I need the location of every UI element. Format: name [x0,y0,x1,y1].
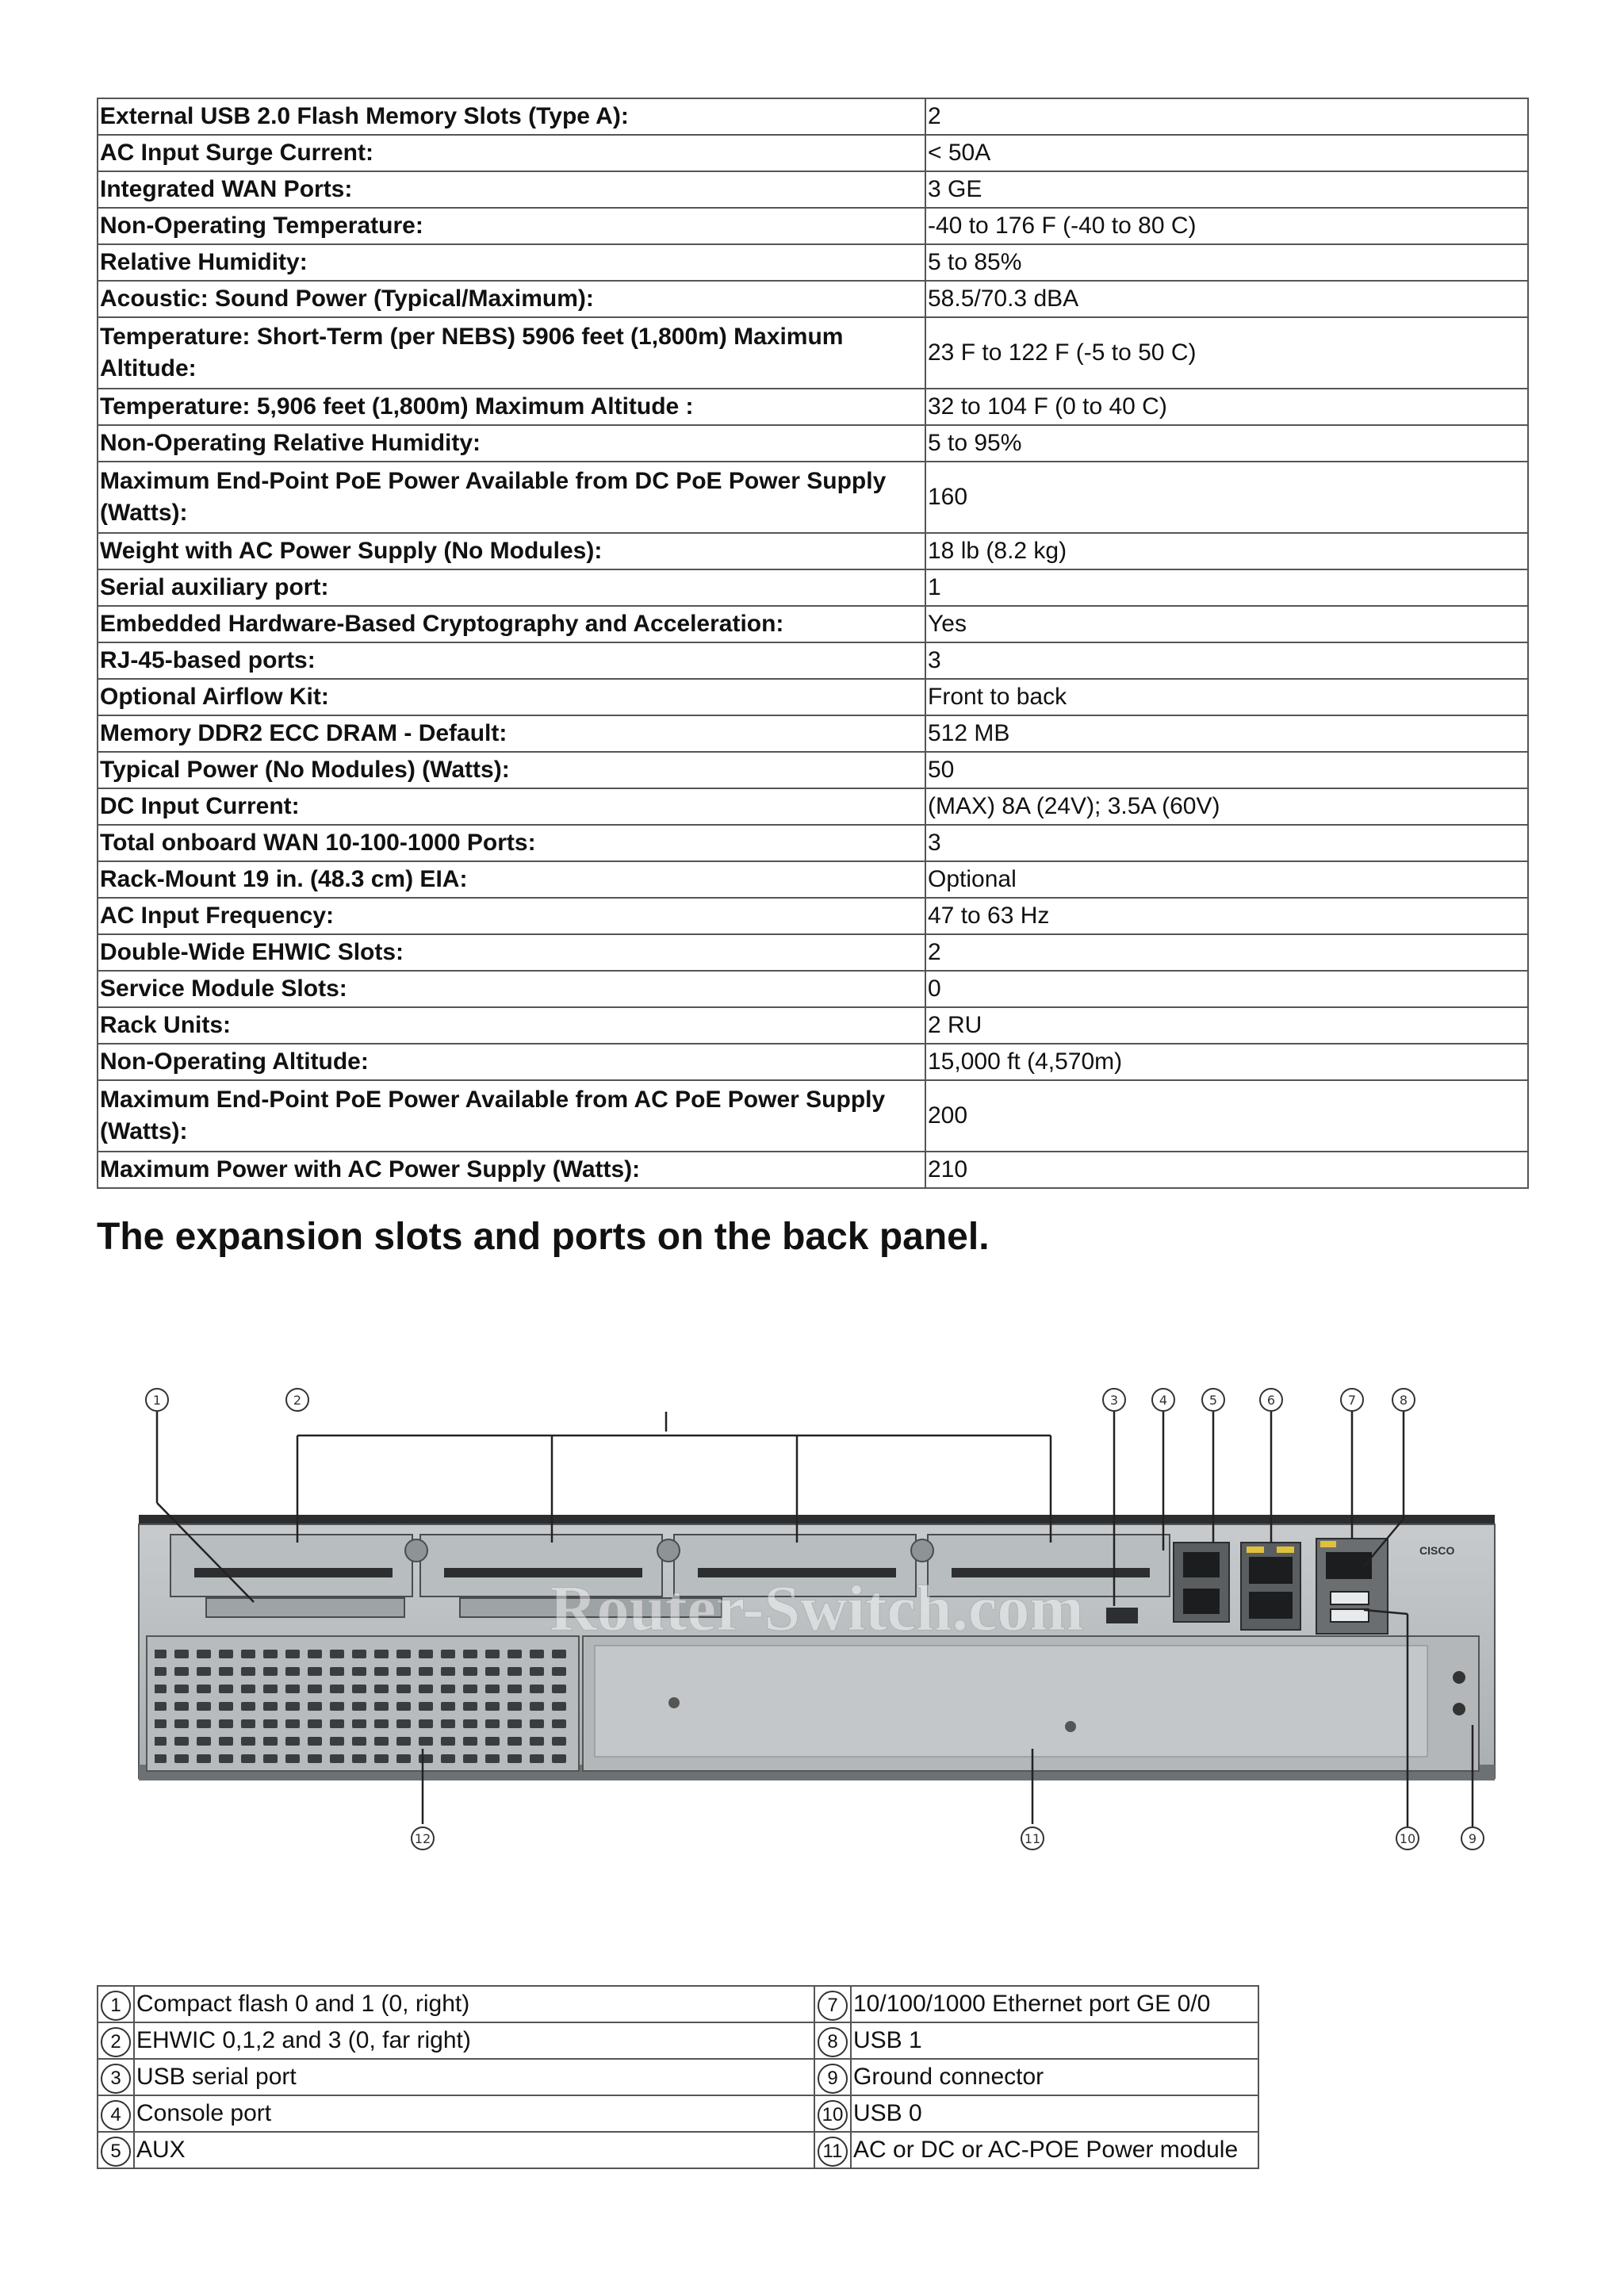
spec-row [98,1080,1528,1152]
spec-value: 58.5/70.3 dBA [925,281,1528,317]
callout-7 [1341,1389,1363,1411]
spec-label: Memory DDR2 ECC DRAM - Default: [98,715,925,752]
legend-number [814,2132,851,2168]
legend-number-circle: 2 [101,2027,131,2057]
legend-label: Compact flash 0 and 1 (0, right) [134,1986,814,2022]
legend-number [98,2095,134,2132]
spec-row [98,825,1528,861]
callout-2 [286,1389,308,1411]
spec-row [98,425,1528,462]
callout-4 [1152,1389,1174,1411]
legend-label: Console port [134,2095,814,2132]
spec-label: External USB 2.0 Flash Memory Slots (Type A): [98,98,925,135]
spec-value: 2 [925,98,1528,135]
spec-label: Maximum End-Point PoE Power Available from DC PoE Power Supply (Watts): [98,462,925,533]
spec-value: 2 [925,934,1528,971]
legend-table [97,1985,1259,2169]
spec-label: Acoustic: Sound Power (Typical/Maximum): [98,281,925,317]
callout-3 [1103,1389,1125,1411]
legend-row [98,2059,1258,2095]
callout-1 [146,1389,168,1411]
legend-label: USB 0 [851,2095,1258,2132]
section-heading: The expansion slots and ports on the back panel. [97,1216,990,1258]
ethernet-ports-ge0-1-2 [1241,1543,1300,1630]
legend-label: EHWIC 0,1,2 and 3 (0, far right) [134,2022,814,2059]
legend-number-circle: 10 [818,2100,848,2130]
console-aux-ports [1174,1543,1229,1622]
spec-row [98,679,1528,715]
spec-label: Temperature: 5,906 feet (1,800m) Maximum Altitude : [98,389,925,425]
callout-9 [1461,1827,1484,1849]
spec-value: 160 [925,462,1528,533]
spec-value: 18 lb (8.2 kg) [925,533,1528,569]
spec-row [98,752,1528,788]
callout-number: 12 [414,1831,431,1846]
spec-value: 210 [925,1152,1528,1188]
callout-number: 6 [1266,1393,1276,1408]
spec-label: Integrated WAN Ports: [98,171,925,208]
callout-number: 8 [1399,1393,1408,1408]
spec-label: Serial auxiliary port: [98,569,925,606]
spec-row [98,135,1528,171]
spec-value: 47 to 63 Hz [925,898,1528,934]
legend-number [814,2022,851,2059]
spec-row [98,861,1528,898]
spec-row [98,98,1528,135]
router-back-panel-diagram [127,1384,1507,1868]
spec-row [98,971,1528,1007]
legend-number [98,2022,134,2059]
legend-number [814,2095,851,2132]
spec-row [98,934,1528,971]
spec-row [98,1152,1528,1188]
legend-number-circle: 3 [101,2064,131,2094]
legend-number [98,1986,134,2022]
spec-label: Rack Units: [98,1007,925,1044]
spec-label: Typical Power (No Modules) (Watts): [98,752,925,788]
spec-value: 5 to 85% [925,244,1528,281]
spec-value: 3 [925,825,1528,861]
specifications-table [97,98,1529,1189]
spec-row [98,208,1528,244]
callout-number: 2 [293,1393,302,1408]
legend-body [98,1986,1258,2168]
spec-label: Maximum Power with AC Power Supply (Watts): [98,1152,925,1188]
ge0-usb-block [1316,1539,1388,1634]
spec-label: Non-Operating Altitude: [98,1044,925,1080]
spec-value: (MAX) 8A (24V); 3.5A (60V) [925,788,1528,825]
spec-label: RJ-45-based ports: [98,642,925,679]
spec-value: 512 MB [925,715,1528,752]
spec-row [98,462,1528,533]
callout-number: 10 [1399,1831,1416,1846]
spec-row [98,642,1528,679]
legend-label: USB serial port [134,2059,814,2095]
spec-row [98,244,1528,281]
spec-label: AC Input Frequency: [98,898,925,934]
specifications-body [98,98,1528,1188]
spec-row [98,569,1528,606]
watermark-text: Router-Switch.com [550,1572,1084,1644]
spec-row [98,171,1528,208]
spec-value: -40 to 176 F (-40 to 80 C) [925,208,1528,244]
spec-label: Rack-Mount 19 in. (48.3 cm) EIA: [98,861,925,898]
spec-value: 23 F to 122 F (-5 to 50 C) [925,317,1528,389]
spec-label: Non-Operating Relative Humidity: [98,425,925,462]
legend-row [98,2095,1258,2132]
spec-row [98,281,1528,317]
callout-8 [1392,1389,1415,1411]
spec-label: Service Module Slots: [98,971,925,1007]
spec-label: Optional Airflow Kit: [98,679,925,715]
spec-value: 0 [925,971,1528,1007]
spec-label: Weight with AC Power Supply (No Modules): [98,533,925,569]
spec-label: Relative Humidity: [98,244,925,281]
legend-number-circle: 4 [101,2100,131,2130]
spec-row [98,389,1528,425]
spec-row [98,606,1528,642]
legend-row [98,2022,1258,2059]
spec-value: Yes [925,606,1528,642]
legend-label: 10/100/1000 Ethernet port GE 0/0 [851,1986,1258,2022]
callout-10 [1396,1827,1419,1849]
spec-value: 32 to 104 F (0 to 40 C) [925,389,1528,425]
power-module [583,1636,1479,1771]
spec-row [98,1044,1528,1080]
spec-value: 5 to 95% [925,425,1528,462]
callout-number: 4 [1159,1393,1168,1408]
spec-value: 50 [925,752,1528,788]
spec-value: 3 GE [925,171,1528,208]
callout-number: 3 [1109,1393,1119,1408]
spec-row [98,1007,1528,1044]
callout-number: 5 [1208,1393,1218,1408]
spec-label: Non-Operating Temperature: [98,208,925,244]
spec-value: Front to back [925,679,1528,715]
spec-value: Optional [925,861,1528,898]
spec-row [98,788,1528,825]
usb-serial-port [1106,1608,1138,1623]
callout-11 [1021,1827,1044,1849]
callout-number: 7 [1347,1393,1357,1408]
callout-number: 9 [1468,1831,1477,1846]
legend-number [814,2059,851,2095]
spec-value: 15,000 ft (4,570m) [925,1044,1528,1080]
fan-grille [147,1636,579,1771]
spec-value: < 50A [925,135,1528,171]
cisco-logo: CISCO [1419,1544,1455,1557]
legend-number-circle: 5 [101,2137,131,2167]
spec-label: AC Input Surge Current: [98,135,925,171]
legend-label: USB 1 [851,2022,1258,2059]
spec-row [98,898,1528,934]
legend-number-circle: 1 [101,1991,131,2021]
legend-row [98,1986,1258,2022]
spec-value: 3 [925,642,1528,679]
spec-label: DC Input Current: [98,788,925,825]
legend-number-circle: 7 [818,1991,848,2021]
legend-number-circle: 11 [818,2137,848,2167]
spec-label: Temperature: Short-Term (per NEBS) 5906 feet (1,800m) Maximum Altitude: [98,317,925,389]
spec-row [98,533,1528,569]
legend-number [98,2132,134,2168]
callout-6 [1260,1389,1282,1411]
spec-value: 200 [925,1080,1528,1152]
spec-value: 2 RU [925,1007,1528,1044]
legend-row [98,2132,1258,2168]
legend-label: Ground connector [851,2059,1258,2095]
spec-label: Total onboard WAN 10-100-1000 Ports: [98,825,925,861]
legend-number-circle: 9 [818,2064,848,2094]
spec-value: 1 [925,569,1528,606]
callout-number: 1 [152,1393,162,1408]
legend-number [814,1986,851,2022]
legend-number-circle: 8 [818,2027,848,2057]
spec-row [98,317,1528,389]
callout-12 [412,1827,434,1849]
legend-label: AC or DC or AC-POE Power module [851,2132,1258,2168]
spec-label: Embedded Hardware-Based Cryptography and Acceleration: [98,606,925,642]
legend-label: AUX [134,2132,814,2168]
spec-label: Maximum End-Point PoE Power Available from AC PoE Power Supply (Watts): [98,1080,925,1152]
legend-number [98,2059,134,2095]
spec-label: Double-Wide EHWIC Slots: [98,934,925,971]
spec-row [98,715,1528,752]
callout-5 [1202,1389,1224,1411]
callout-number: 11 [1024,1831,1041,1846]
